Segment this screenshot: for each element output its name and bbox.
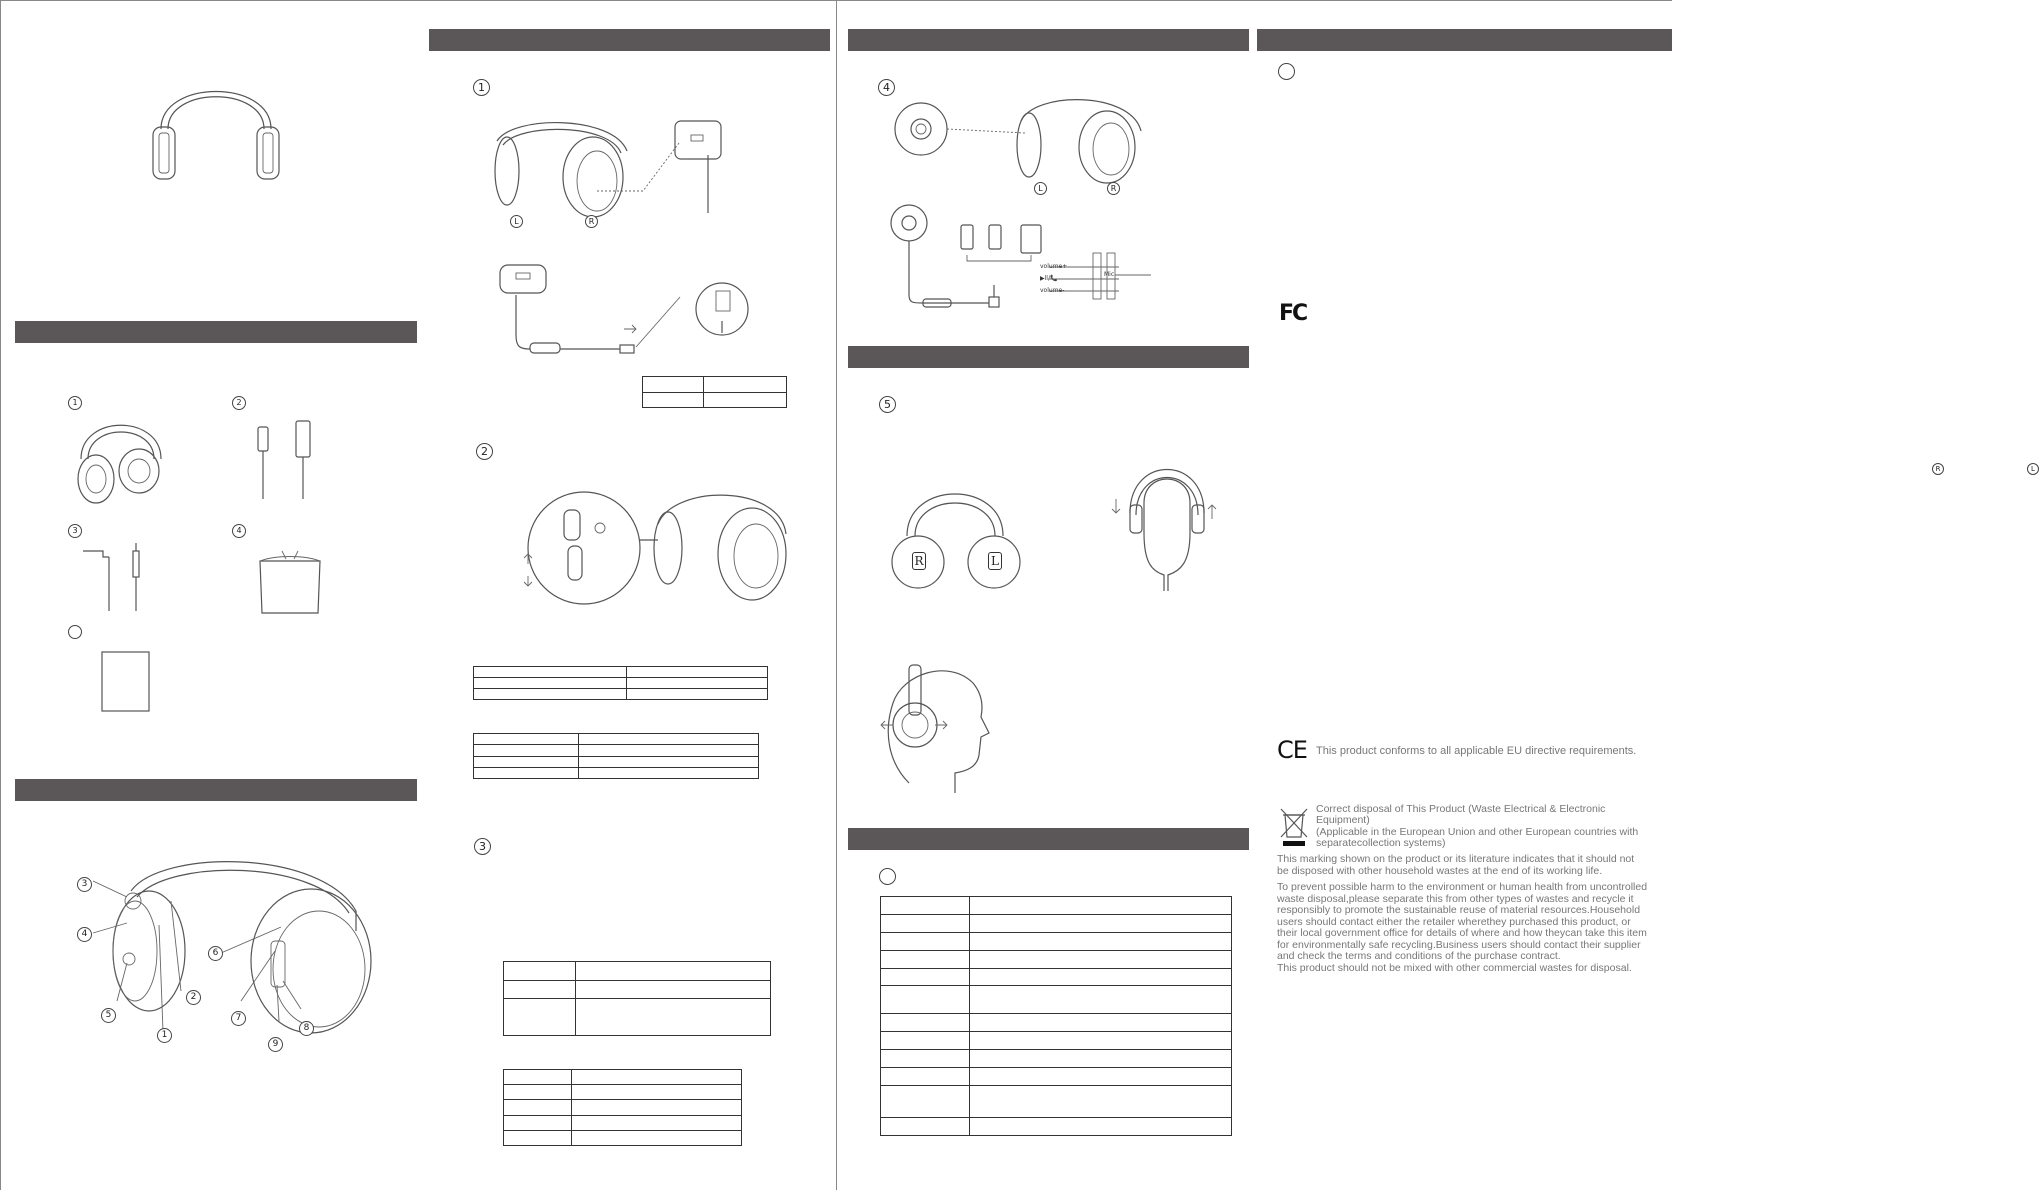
charging-table bbox=[642, 376, 787, 408]
cable-mic-label: Mic bbox=[1104, 271, 1115, 278]
callout-3: 3 bbox=[77, 877, 92, 892]
ce-logo: CE bbox=[1277, 736, 1307, 764]
pairing-table-2 bbox=[503, 1069, 742, 1146]
right-spread bbox=[836, 0, 2035, 1190]
weee-paragraph-2-line-7: and check the terms and conditions of the purchase contract. bbox=[1277, 950, 1561, 962]
earcups-illustration bbox=[893, 486, 1023, 590]
weee-title-line-3: (Applicable in the European Union and other European countries with bbox=[1316, 826, 1639, 838]
callout-2: 2 bbox=[186, 990, 201, 1005]
section-bar-charging bbox=[429, 29, 830, 51]
package-number-2: 2 bbox=[232, 396, 246, 410]
wired-label-L: L bbox=[1034, 182, 1047, 195]
section-bar-overview bbox=[15, 779, 417, 801]
weee-title-line-4: separatecollection systems) bbox=[1316, 837, 1446, 849]
audio-cable-illustration bbox=[81, 541, 151, 613]
cover-headphone-illustration bbox=[151, 59, 281, 189]
weee-paragraph-2-line-1: To prevent possible harm to the environment or human health from uncontrolled bbox=[1277, 881, 1648, 893]
weee-paragraph-2-line-4: users should contact either the retailer wherethey purchased this product, or bbox=[1277, 916, 1631, 928]
usb-cable-illustration bbox=[256, 419, 326, 501]
cable-volume-down-label: volume- bbox=[1040, 287, 1065, 294]
weee-title-line-2: Equipment) bbox=[1316, 814, 1370, 826]
callout-9: 9 bbox=[268, 1037, 283, 1052]
callout-6: 6 bbox=[208, 946, 223, 961]
section-bar-wearing bbox=[848, 346, 1249, 368]
cable-play-label: ▶ll/📞 bbox=[1040, 275, 1058, 282]
section-bar-specs bbox=[848, 828, 1249, 850]
wired-label-R: R bbox=[1107, 182, 1120, 195]
callout-1: 1 bbox=[157, 1028, 172, 1043]
package-number-5 bbox=[68, 625, 82, 639]
package-number-1: 1 bbox=[68, 396, 82, 410]
pairing-table-1 bbox=[503, 961, 771, 1036]
compliance-number bbox=[1278, 63, 1295, 80]
charge-port-label-R: R bbox=[585, 215, 598, 228]
callout-4: 4 bbox=[77, 927, 92, 942]
specifications-table bbox=[880, 896, 1232, 1136]
head-label-R: R bbox=[1932, 463, 1944, 475]
power-table-2 bbox=[473, 733, 759, 779]
callout-5: 5 bbox=[101, 1008, 116, 1023]
power-table-1 bbox=[473, 666, 768, 700]
weee-paragraph-2-line-3: responsibly to promote the sustainable reuse of material resources.Household bbox=[1277, 904, 1641, 916]
callout-8: 8 bbox=[299, 1021, 314, 1036]
wired-headphone-illustration bbox=[895, 101, 1165, 183]
weee-paragraph-2-line-6: for environmentally safe recycling.Business users should contact their supplier bbox=[1277, 939, 1641, 951]
specs-number bbox=[879, 868, 896, 885]
section-bar-wired bbox=[848, 29, 1249, 51]
weee-bin-icon bbox=[1279, 807, 1309, 847]
pouch-illustration bbox=[256, 549, 326, 615]
head-label-L: L bbox=[2027, 463, 2039, 475]
step-number-3: 3 bbox=[474, 838, 491, 855]
weee-paragraph-2-line-5: their local government office for details of where and how theycan take this item bbox=[1277, 927, 1647, 939]
section-bar-package bbox=[15, 321, 417, 343]
cable-volume-up-label: volume+ bbox=[1040, 263, 1068, 270]
weee-paragraph-1-line-2: be disposed with other household wastes at the end of its working life. bbox=[1277, 865, 1603, 877]
earcup-L-label: L bbox=[988, 552, 1002, 570]
package-number-3: 3 bbox=[68, 524, 82, 538]
head-front-illustration bbox=[1112, 463, 1222, 593]
weee-paragraph-1-line-1: This marking shown on the product or its literature indicates that it should not bbox=[1277, 853, 1635, 865]
package-headphone-illustration bbox=[71, 409, 171, 509]
weee-paragraph-2-line-2: waste disposal,please separate this from other types of wastes and recycle it bbox=[1277, 893, 1634, 905]
power-switch-illustration bbox=[524, 494, 794, 614]
weee-paragraph-3: This product should not be mixed with other commercial wastes for disposal. bbox=[1277, 962, 1632, 974]
manual-booklet-illustration bbox=[101, 651, 151, 713]
charging-cable-illustration bbox=[496, 263, 756, 373]
weee-title-line-1: Correct disposal of This Product (Waste Electrical & Electronic bbox=[1316, 803, 1606, 815]
audio-cable-devices-illustration bbox=[889, 205, 1189, 311]
callout-7: 7 bbox=[231, 1011, 246, 1026]
fcc-logo: FC bbox=[1279, 301, 1307, 326]
head-side-illustration bbox=[879, 663, 999, 795]
earcup-R-label: R bbox=[912, 552, 926, 570]
ce-compliance-text: This product conforms to all applicable EU directive requirements. bbox=[1316, 745, 1637, 757]
step-number-5: 5 bbox=[879, 396, 896, 413]
step-number-2: 2 bbox=[476, 443, 493, 460]
left-spread bbox=[0, 0, 836, 1190]
step-number-4: 4 bbox=[878, 79, 895, 96]
package-number-4: 4 bbox=[232, 524, 246, 538]
charging-headphone-illustration bbox=[493, 121, 733, 221]
charge-port-label-L: L bbox=[510, 215, 523, 228]
step-number-1: 1 bbox=[473, 79, 490, 96]
section-bar-compliance bbox=[1257, 29, 1672, 51]
